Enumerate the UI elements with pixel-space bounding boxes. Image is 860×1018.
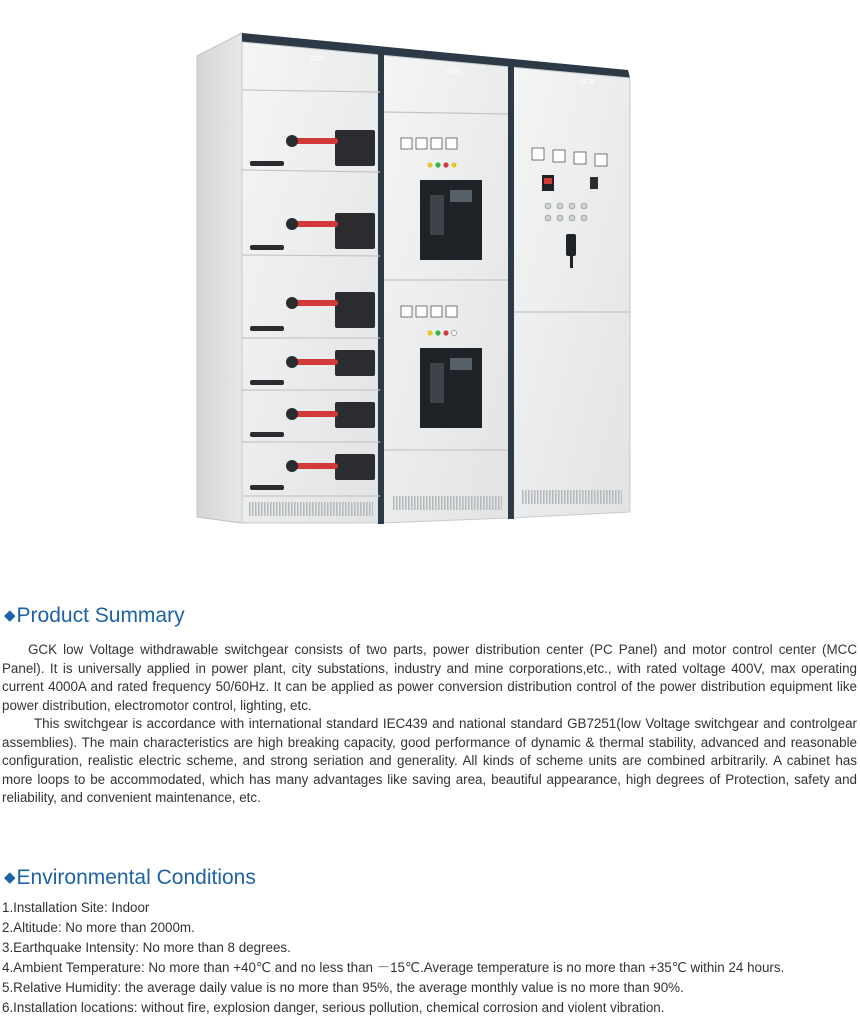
diamond-icon: ◆ [4,607,16,624]
list-item: 6.Installation locations: without fire, explosion danger, serious pollution, chemical corrosion and violent vibration. [2,1000,665,1015]
summary-paragraph-1: GCK low Voltage withdrawable switchgear consists of two parts, power distribution center (PC Panel) and motor control center (MCC Panel). It is universally applied in power plant, city substations, industry and mine corporations,etc., with rated voltage 400V, max operating current 4000A and rated frequency 50/60Hz. It can be applied as power conversion distribution control of the power distribution equipment like power distribution, electromotor control, lighting, etc. [2,642,857,713]
environmental-conditions-title: Environmental Conditions [16,866,256,889]
summary-paragraph-2: This switchgear is accordance with international standard IEC439 and national standard GB7251(low Voltage switchgear and controlgear assemblies). The main characteristics are high breaking capacity, good performance of dynamic & thermal stability, advanced and reasonable configuration, realistic electric scheme, and strong seriation and generality. All kinds of scheme units are combined arbitrarily. A cabinet has more loops to be accommodated, which has many advantages like saving area, beautiful appearance, high degrees of Protection, safety and reliability, and convenient maintenance, etc. [2,716,857,805]
brand-label-3: GCK [580,78,595,86]
list-item: 1.Installation Site: Indoor [2,900,150,915]
product-summary-body [2,641,857,808]
brand-label-2: GCK [446,68,461,76]
list-item: 5.Relative Humidity: the average daily value is no more than 95%, the average monthly value is no more than 90%. [2,980,684,995]
brand-label-1: GCK [310,55,325,63]
product-summary-title: Product Summary [16,604,185,627]
environmental-conditions-list [2,898,858,1018]
product-summary-heading [4,604,185,630]
diamond-icon: ◆ [4,869,16,886]
list-item: 4.Ambient Temperature: No more than +40℃ and no less than －15℃.Average temperature is no more than +35℃ within 24 hours. [2,960,785,975]
environmental-conditions-heading [4,866,256,892]
list-item: 2.Altitude: No more than 2000m. [2,920,195,935]
product-image [180,20,640,535]
list-item: 3.Earthquake Intensity: No more than 8 degrees. [2,940,291,955]
